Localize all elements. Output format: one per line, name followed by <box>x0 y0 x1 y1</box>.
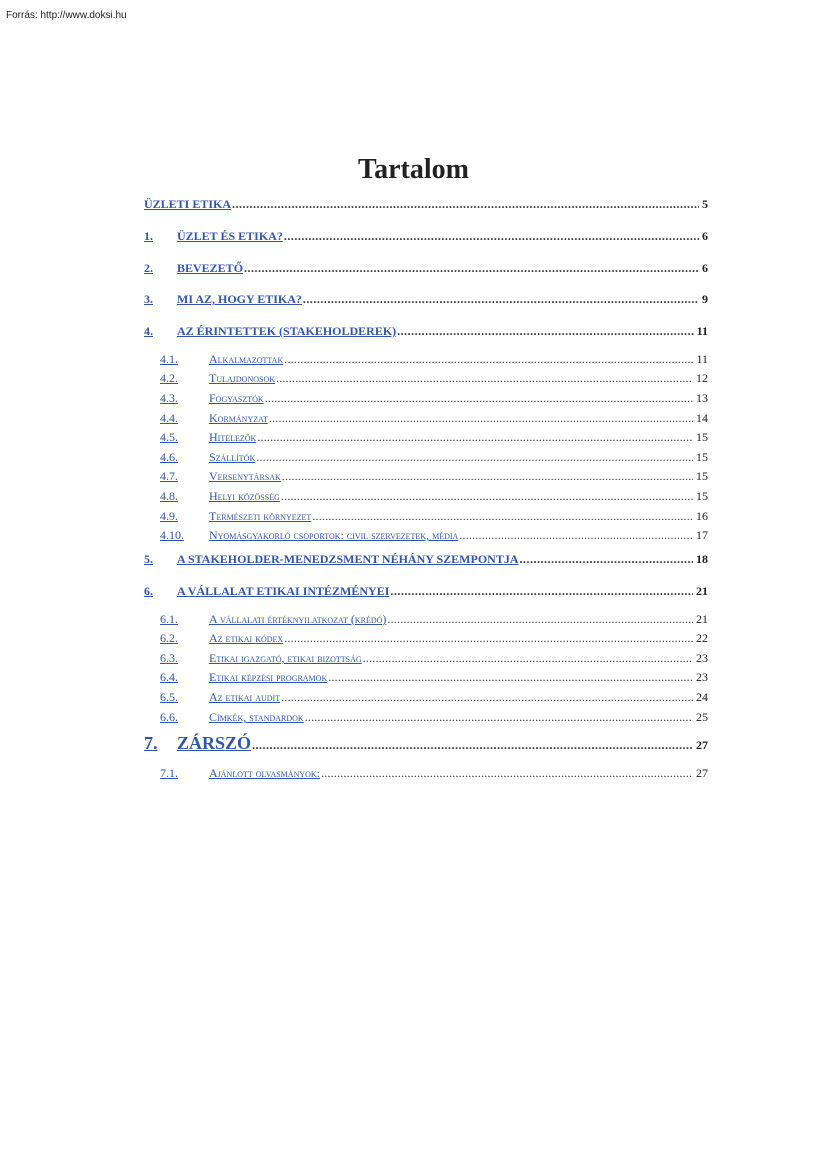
toc-entry-title[interactable]: ÜZLET ÉS ETIKA? <box>177 229 283 243</box>
toc-entry-title[interactable]: Alkalmazottak <box>209 352 284 366</box>
dot-leader <box>328 670 693 685</box>
toc-entry-title[interactable]: Etikai igazgató, etikai bizottság <box>209 651 362 665</box>
toc-entry-title[interactable]: Címkék, standardok <box>209 710 304 724</box>
toc-entry-title[interactable]: Fogyasztók <box>209 391 264 405</box>
toc-entry-4-6[interactable] <box>160 450 708 465</box>
toc-page-number: 21 <box>696 612 708 626</box>
toc-page-number: 6 <box>702 261 708 275</box>
toc-page-number: 9 <box>702 292 708 306</box>
toc-entry-title[interactable]: ÜZLETI ETIKA <box>144 197 232 211</box>
toc-entry-number[interactable]: 7.1. <box>160 766 178 780</box>
toc-entry-4-7[interactable] <box>160 469 708 484</box>
toc-entry-number[interactable]: 4.3. <box>160 391 178 405</box>
toc-entry-number[interactable]: 3. <box>144 292 153 306</box>
toc-entry-6[interactable] <box>144 584 708 599</box>
toc-entry-title[interactable]: Kormányzat <box>209 411 268 425</box>
dot-leader <box>305 710 693 725</box>
toc-entry-number[interactable]: 4.5. <box>160 430 178 444</box>
toc-entry-title[interactable]: Az etikai audit <box>209 690 281 704</box>
toc-entry-number[interactable]: 6.6. <box>160 710 178 724</box>
toc-entry-6-5[interactable] <box>160 690 708 705</box>
dot-leader <box>232 197 699 212</box>
toc-entry-number[interactable]: 4.9. <box>160 509 178 523</box>
toc-page-number: 14 <box>696 411 708 425</box>
toc-entry-title[interactable]: A vállalati értéknyilatkozat (krédó) <box>209 612 387 626</box>
toc-entry-number[interactable]: 6. <box>144 584 153 598</box>
toc-entry-3[interactable] <box>144 292 708 307</box>
toc-entry-number[interactable]: 7. <box>144 733 158 753</box>
toc-entry-title[interactable]: Az etikai kódex <box>209 631 284 645</box>
toc-entry-title[interactable]: A STAKEHOLDER-MENEDZSMENT NÉHÁNY SZEMPONTJA <box>177 552 519 566</box>
toc-entry-number[interactable]: 6.5. <box>160 690 178 704</box>
dot-leader <box>281 489 693 504</box>
toc-page-number: 13 <box>696 391 708 405</box>
toc-entry-title[interactable]: ZÁRSZÓ <box>177 733 252 753</box>
toc-entry-7-1[interactable] <box>160 766 708 781</box>
toc-entry-4-10[interactable] <box>160 528 708 543</box>
toc-entry-title[interactable]: Szállítók <box>209 450 256 464</box>
toc-entry-number[interactable]: 4.2. <box>160 371 178 385</box>
toc-page-number: 12 <box>696 371 708 385</box>
dot-leader <box>282 469 693 484</box>
dot-leader <box>269 411 693 426</box>
dot-leader <box>303 292 699 307</box>
dot-leader <box>257 430 693 445</box>
toc-entry-4-9[interactable] <box>160 509 708 524</box>
toc-entry-number[interactable]: 4.6. <box>160 450 178 464</box>
toc-entry-number[interactable]: 2. <box>144 261 153 275</box>
dot-leader <box>281 690 693 705</box>
dot-leader <box>284 229 699 244</box>
toc-entry-4-3[interactable] <box>160 391 708 406</box>
toc-page-number: 23 <box>696 670 708 684</box>
toc-page-number: 11 <box>696 324 708 338</box>
toc-page-number: 21 <box>696 584 708 598</box>
toc-entry-4-1[interactable] <box>160 352 708 367</box>
dot-leader <box>312 509 693 524</box>
toc-entry-title[interactable]: Etikai képzési programok <box>209 670 328 684</box>
toc-page-number: 22 <box>696 631 708 645</box>
dot-leader <box>284 352 693 367</box>
toc-entry-6-6[interactable] <box>160 710 708 725</box>
toc-entry-7[interactable] <box>144 733 708 754</box>
toc-entry-title[interactable]: BEVEZETŐ <box>177 261 244 275</box>
toc-entry-1[interactable] <box>144 229 708 244</box>
toc-entry-title[interactable]: Nyomásgyakorló csoportok: civil szervezetek, média <box>209 528 459 542</box>
dot-leader <box>321 766 693 781</box>
page-title: Tartalom <box>358 154 469 185</box>
dot-leader <box>252 738 693 753</box>
toc-entry-4-8[interactable] <box>160 489 708 504</box>
toc-entry-number[interactable]: 1. <box>144 229 153 243</box>
toc-entry-6-2[interactable] <box>160 631 708 646</box>
toc-entry-number[interactable]: 6.4. <box>160 670 178 684</box>
toc-page-number: 27 <box>696 738 708 752</box>
toc-page-number: 27 <box>696 766 708 780</box>
toc-entry-4-2[interactable] <box>160 371 708 386</box>
toc-page-number: 15 <box>696 489 708 503</box>
toc-page-number: 16 <box>696 509 708 523</box>
toc-entry-5[interactable] <box>144 552 708 567</box>
dot-leader <box>276 371 693 386</box>
dot-leader <box>459 528 693 543</box>
toc-entry-number[interactable]: 6.2. <box>160 631 178 645</box>
toc-entry-number[interactable]: 4.8. <box>160 489 178 503</box>
toc-entry-4-5[interactable] <box>160 430 708 445</box>
toc-entry-number[interactable]: 6.3. <box>160 651 178 665</box>
dot-leader <box>387 612 693 627</box>
dot-leader <box>244 261 699 276</box>
dot-leader <box>284 631 693 646</box>
toc-entry-title[interactable]: MI AZ, HOGY ETIKA? <box>177 292 302 306</box>
toc-entry-number[interactable]: 4.7. <box>160 469 178 483</box>
dot-leader <box>390 584 693 599</box>
toc-entry-6-3[interactable] <box>160 651 708 666</box>
toc-page-number: 15 <box>696 450 708 464</box>
toc-entry-4-4[interactable] <box>160 411 708 426</box>
toc-entry-uzleti-etika[interactable] <box>144 197 708 212</box>
toc-entry-number[interactable]: 4.1. <box>160 352 178 366</box>
toc-entry-title[interactable]: A VÁLLALAT ETIKAI INTÉZMÉNYEI <box>177 584 390 598</box>
toc-entry-title[interactable]: Versenytársak <box>209 469 281 483</box>
toc-entry-number[interactable]: 4. <box>144 324 153 338</box>
dot-leader <box>256 450 693 465</box>
toc-entry-6-1[interactable] <box>160 612 708 627</box>
toc-page-number: 25 <box>696 710 708 724</box>
toc-page-number: 11 <box>696 352 708 366</box>
toc-entry-title[interactable]: AZ ÉRINTETTEK (STAKEHOLDEREK) <box>177 324 397 338</box>
dot-leader <box>520 552 694 567</box>
toc-page-number: 17 <box>696 528 708 542</box>
toc-entry-title[interactable]: Hitelezők <box>209 430 257 444</box>
dot-leader <box>397 324 693 339</box>
toc-entry-number[interactable]: 6.1. <box>160 612 178 626</box>
dot-leader <box>363 651 693 666</box>
toc-entry-number[interactable]: 5. <box>144 552 153 566</box>
toc-entry-title[interactable]: Ajánlott olvasmányok: <box>209 766 321 780</box>
toc-entry-4[interactable] <box>144 324 708 339</box>
toc-entry-6-4[interactable] <box>160 670 708 685</box>
toc-page-number: 23 <box>696 651 708 665</box>
toc-page-number: 24 <box>696 690 708 704</box>
toc-entry-number[interactable]: 4.4. <box>160 411 178 425</box>
toc-page-number: 15 <box>696 430 708 444</box>
toc-entry-2[interactable] <box>144 261 708 276</box>
toc-page-number: 18 <box>696 552 708 566</box>
toc-page-number: 6 <box>702 229 708 243</box>
toc-page-number: 5 <box>702 197 708 211</box>
toc-entry-title[interactable]: Tulajdonosok <box>209 371 275 385</box>
toc-entry-title[interactable]: Természeti környezet <box>209 509 312 523</box>
toc-page-number: 15 <box>696 469 708 483</box>
toc-entry-number[interactable]: 4.10. <box>160 528 184 542</box>
toc-entry-title[interactable]: Helyi közösség <box>209 489 280 503</box>
dot-leader <box>265 391 693 406</box>
source-url: Forrás: http://www.doksi.hu <box>6 10 127 21</box>
